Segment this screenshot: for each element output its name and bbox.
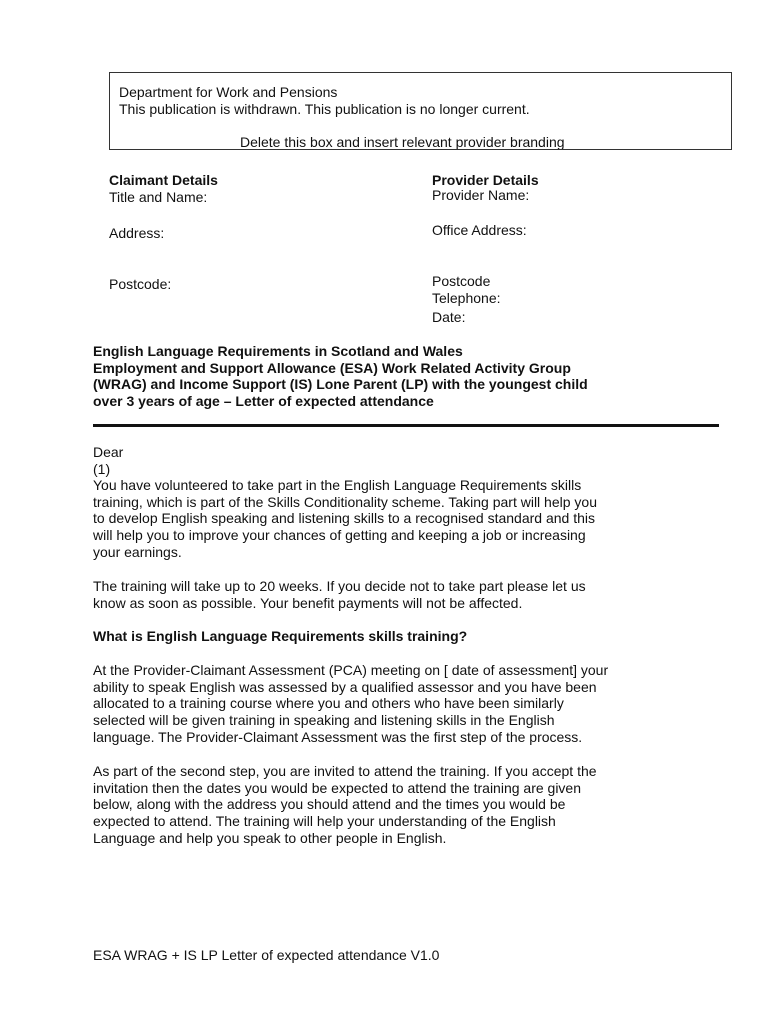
paragraph-line: will help you to improve your chances of getting and keeping a job or increasing [93,527,586,544]
date-label: Date: [432,309,466,325]
claimant-address-label: Address: [109,225,165,241]
paragraph-line: selected will be given training in speaking and listening skills in the English [93,712,555,729]
salutation-placeholder: (1) [93,460,111,477]
paragraph-line: allocated to a training course where you and others who have been similarly [93,695,564,712]
office-address-label: Office Address: [432,222,527,238]
branding-instruction: Delete this box and insert relevant provider branding [240,134,565,150]
salutation-dear: Dear [93,444,124,460]
paragraph-duration [93,578,586,611]
paragraph-volunteered [93,477,597,561]
paragraph-line: As part of the second step, you are invited to attend the training. If you accept the [93,763,597,779]
withdrawn-notice: This publication is withdrawn. This publication is no longer current. [119,101,530,117]
provider-postcode-label: Postcode [432,273,491,289]
paragraph-line: to develop English speaking and listening skills to a recognised standard and this [93,510,595,527]
paragraph-line: know as soon as possible. Your benefit payments will not be affected. [93,594,523,611]
claimant-postcode-label: Postcode: [109,276,172,292]
paragraph-line: You have volunteered to take part in the English Language Requirements skills [93,477,582,493]
claimant-title-name-label: Title and Name: [109,189,208,205]
department-name: Department for Work and Pensions [119,84,338,100]
title-line: English Language Requirements in Scotland and Wales [93,343,463,359]
title-line: over 3 years of age – Letter of expected attendance [93,393,434,410]
divider [93,424,719,427]
provider-details-heading: Provider Details [432,172,539,188]
paragraph-line: your earnings. [93,543,182,560]
title-line: (WRAG) and Income Support (IS) Lone Parent (LP) with the youngest child [93,376,588,393]
letter-title [93,343,588,410]
paragraph-line: training, which is part of the Skills Conditionality scheme. Taking part will help you [93,493,597,510]
paragraph-line: language. The Provider-Claimant Assessment was the first step of the process. [93,728,583,745]
paragraph-line: invitation then the dates you would be expected to attend the training are given [93,779,582,796]
salutation [93,444,123,477]
branding-box [109,72,732,150]
document-footer: ESA WRAG + IS LP Letter of expected attendance V1.0 [93,947,440,963]
provider-name-label: Provider Name: [432,187,530,203]
telephone-label: Telephone: [432,290,501,306]
claimant-details-heading: Claimant Details [109,172,218,188]
title-line: Employment and Support Allowance (ESA) Work Related Activity Group [93,359,571,376]
paragraph-line: below, along with the address you should attend and the times you would be [93,796,566,813]
paragraph-line: expected to attend. The training will help your understanding of the English [93,813,556,830]
paragraph-line: At the Provider-Claimant Assessment (PCA) meeting on [ date of assessment] your [93,662,609,678]
paragraph-second-step [93,763,597,847]
paragraph-line: ability to speak English was assessed by a qualified assessor and you have been [93,678,597,695]
paragraph-line: Language and help you speak to other people in English. [93,829,447,846]
section-heading: What is English Language Requirements skills training? [93,628,468,644]
paragraph-assessment [93,662,608,746]
paragraph-line: The training will take up to 20 weeks. If you decide not to take part please let us [93,578,586,594]
